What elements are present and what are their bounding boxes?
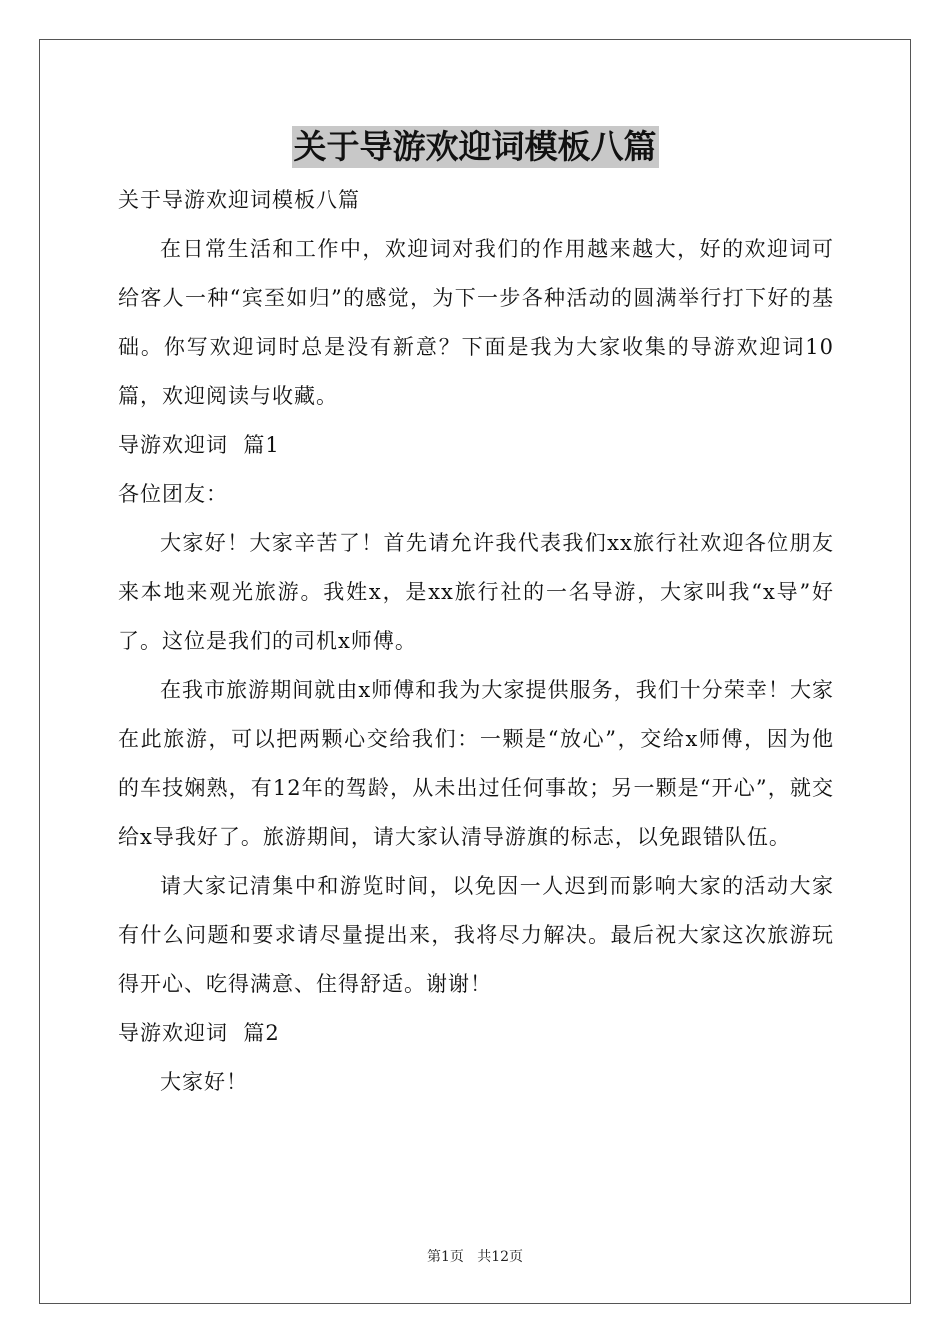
page-footer: 第1页 共12页: [426, 1249, 524, 1265]
section-1-heading: 导游欢迎词 篇1: [118, 433, 280, 457]
section-2-opening: 大家好！: [160, 1070, 248, 1094]
section-2-heading: 导游欢迎词 篇2: [118, 1021, 280, 1045]
section-1-paragraph-2: 在我市旅游期间就由x师傅和我为大家提供服务，我们十分荣幸！大家在此旅游，可以把两颗心交给我们：一颗是“放心”，交给x师傅，因为他的车技娴熟，有12年的驾龄，从未出过任何事故；另一颗是“开心”，就交给x导我好了。旅游期间，请大家认清导游旗的标志，以免跟错队伍。: [118, 678, 834, 849]
document-body: [118, 176, 834, 1107]
title-container: [0, 126, 950, 168]
document-subtitle: 关于导游欢迎词模板八篇: [118, 188, 360, 212]
intro-paragraph: 在日常生活和工作中，欢迎词对我们的作用越来越大，好的欢迎词可给客人一种“宾至如归”的感觉，为下一步各种活动的圆满举行打下好的基础。你写欢迎词时总是没有新意？下面是我为大家收集的导游欢迎词10篇，欢迎阅读与收藏。: [118, 237, 834, 408]
section-1-salutation: 各位团友：: [118, 482, 228, 506]
document-title: 关于导游欢迎词模板八篇: [293, 127, 657, 166]
section-1-paragraph-3: 请大家记清集中和游览时间，以免因一人迟到而影响大家的活动大家有什么问题和要求请尽量提出来，我将尽力解决。最后祝大家这次旅游玩得开心、吃得满意、住得舒适。谢谢！: [118, 874, 834, 996]
section-1-paragraph-1: 大家好！大家辛苦了！首先请允许我代表我们xx旅行社欢迎各位朋友来本地来观光旅游。我姓x，是xx旅行社的一名导游，大家叫我“x导”好了。这位是我们的司机x师傅。: [118, 531, 834, 653]
